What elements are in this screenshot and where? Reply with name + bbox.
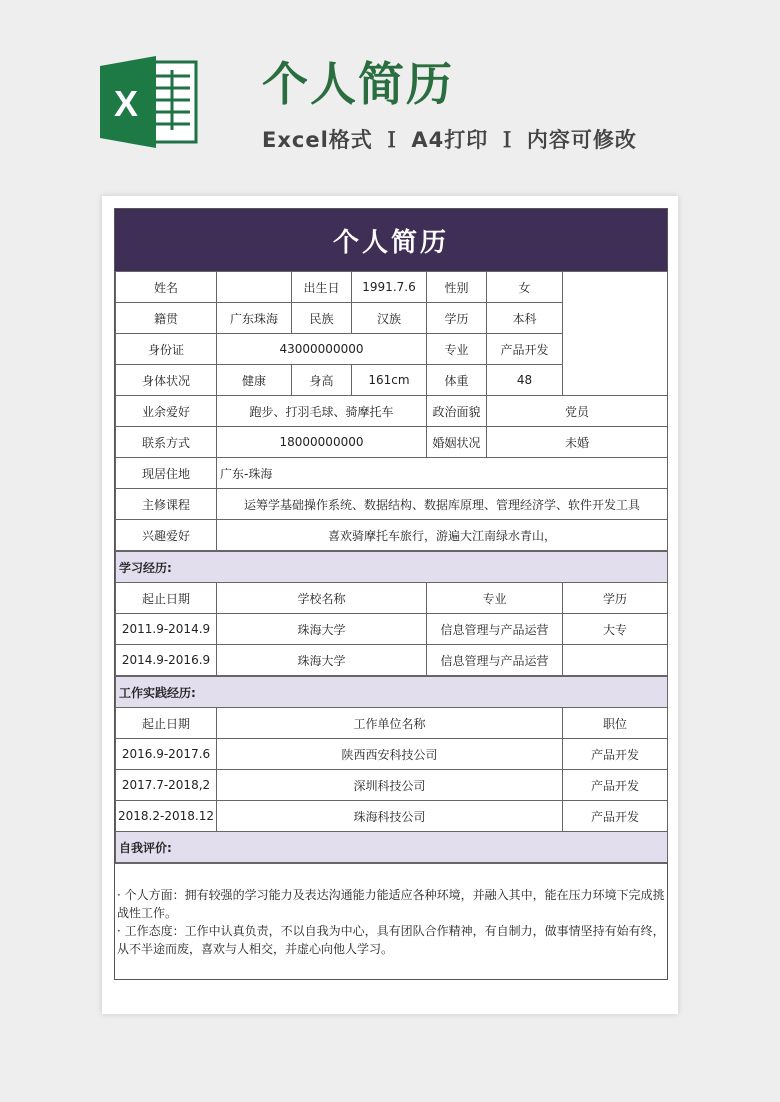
study-cell[interactable]: 2011.9-2014.9 (116, 614, 217, 645)
value-marital[interactable]: 未婚 (487, 427, 668, 458)
label-ethnicity: 民族 (292, 303, 352, 334)
work-cell[interactable]: 2017.7-2018,2 (116, 770, 217, 801)
work-cell[interactable]: 2016.9-2017.6 (116, 739, 217, 770)
label-address: 现居住地 (116, 458, 217, 489)
label-interest: 兴趣爱好 (116, 520, 217, 551)
value-name[interactable] (217, 272, 292, 303)
label-politics: 政治面貌 (427, 396, 487, 427)
personal-info-table (115, 271, 668, 551)
value-gender[interactable]: 女 (487, 272, 563, 303)
evaluation-section-title: 自我评价: (116, 832, 668, 863)
label-health: 身体状况 (116, 365, 217, 396)
study-header: 学历 (563, 583, 668, 614)
value-height[interactable]: 161cm (352, 365, 427, 396)
study-cell[interactable]: 信息管理与产品运营 (427, 614, 563, 645)
table-row (116, 614, 668, 645)
value-courses[interactable]: 运筹学基础操作系统、数据结构、数据库原理、管理经济学、软件开发工具 (217, 489, 668, 520)
resume-banner: 个人简历 (115, 209, 667, 271)
value-birth[interactable]: 1991.7.6 (352, 272, 427, 303)
value-major[interactable]: 产品开发 (487, 334, 563, 365)
excel-logo-letter: X (114, 83, 139, 124)
work-cell[interactable]: 珠海科技公司 (217, 801, 563, 832)
label-education: 学历 (427, 303, 487, 334)
page-title: 个人简历 (262, 57, 454, 111)
label-origin: 籍贯 (116, 303, 217, 334)
table-row (116, 801, 668, 832)
label-birth: 出生日 (292, 272, 352, 303)
value-health[interactable]: 健康 (217, 365, 292, 396)
evaluation-line: · 个人方面：拥有较强的学习能力及表达沟通能力能适应各种环境，并融入其中，能在压力环境下完成挑战性工作。 (117, 888, 665, 920)
value-address[interactable]: 广东-珠海 (217, 458, 668, 489)
photo-cell[interactable] (563, 272, 668, 396)
label-height: 身高 (292, 365, 352, 396)
study-cell[interactable]: 大专 (563, 614, 668, 645)
study-header: 专业 (427, 583, 563, 614)
work-header: 工作单位名称 (217, 708, 563, 739)
value-interest[interactable]: 喜欢骑摩托车旅行，游遍大江南绿水青山， (217, 520, 668, 551)
value-contact[interactable]: 18000000000 (217, 427, 427, 458)
excel-logo-icon (100, 56, 200, 148)
value-origin[interactable]: 广东珠海 (217, 303, 292, 334)
resume-sheet (114, 208, 668, 980)
study-cell[interactable]: 珠海大学 (217, 614, 427, 645)
study-table (115, 551, 668, 676)
label-marital: 婚姻状况 (427, 427, 487, 458)
label-id: 身份证 (116, 334, 217, 365)
study-cell[interactable]: 信息管理与产品运营 (427, 645, 563, 676)
study-cell[interactable] (563, 645, 668, 676)
work-cell[interactable]: 2018.2-2018.12 (116, 801, 217, 832)
evaluation-line: · 工作态度：工作中认真负责，不以自我为中心，具有团队合作精神，有自制力，做事情坚持有始有终，从不半途而废，喜欢与人相交，并虚心向他人学习。 (117, 924, 665, 956)
value-hobby[interactable]: 跑步、打羽毛球、骑摩托车 (217, 396, 427, 427)
work-header: 起止日期 (116, 708, 217, 739)
work-header: 职位 (563, 708, 668, 739)
table-row (116, 739, 668, 770)
work-cell[interactable]: 产品开发 (563, 801, 668, 832)
value-politics[interactable]: 党员 (487, 396, 668, 427)
label-courses: 主修课程 (116, 489, 217, 520)
label-gender: 性别 (427, 272, 487, 303)
work-section-title: 工作实践经历: (116, 677, 668, 708)
value-id[interactable]: 43000000000 (217, 334, 427, 365)
resume-page (102, 196, 678, 1014)
evaluation-text[interactable] (115, 863, 667, 979)
label-contact: 联系方式 (116, 427, 217, 458)
study-section-title: 学习经历: (116, 552, 668, 583)
study-header: 学校名称 (217, 583, 427, 614)
value-ethnicity[interactable]: 汉族 (352, 303, 427, 334)
study-cell[interactable]: 2014.9-2016.9 (116, 645, 217, 676)
value-weight[interactable]: 48 (487, 365, 563, 396)
table-row (116, 770, 668, 801)
table-row (116, 645, 668, 676)
label-name: 姓名 (116, 272, 217, 303)
work-cell[interactable]: 深圳科技公司 (217, 770, 563, 801)
work-table (115, 676, 668, 863)
label-hobby: 业余爱好 (116, 396, 217, 427)
work-cell[interactable]: 陕西西安科技公司 (217, 739, 563, 770)
label-major: 专业 (427, 334, 487, 365)
page-subtitle: Excel格式 Ｉ A4打印 Ｉ 内容可修改 (262, 128, 637, 152)
work-cell[interactable]: 产品开发 (563, 739, 668, 770)
study-cell[interactable]: 珠海大学 (217, 645, 427, 676)
study-header: 起止日期 (116, 583, 217, 614)
value-education[interactable]: 本科 (487, 303, 563, 334)
label-weight: 体重 (427, 365, 487, 396)
work-cell[interactable]: 产品开发 (563, 770, 668, 801)
